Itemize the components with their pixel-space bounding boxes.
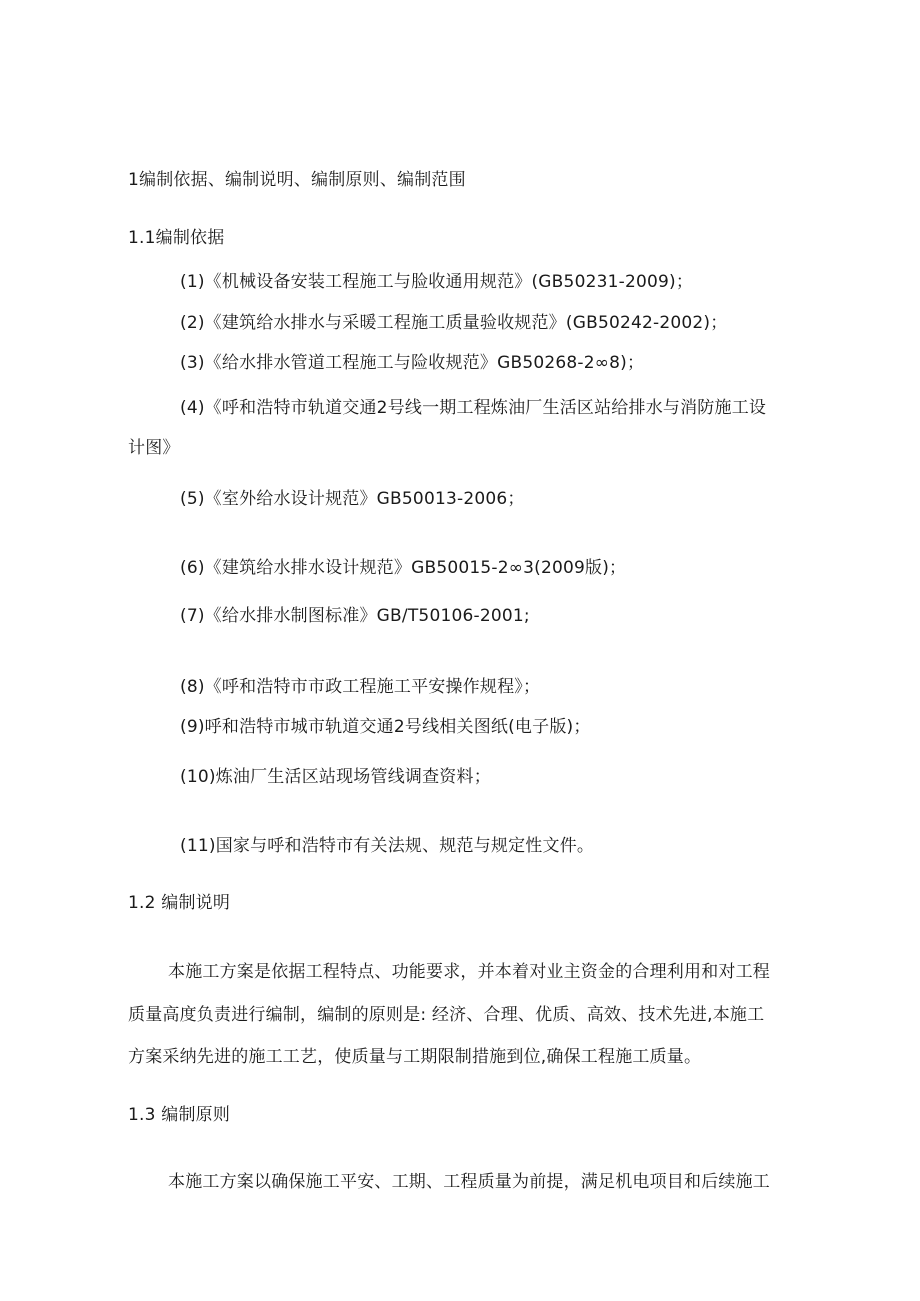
section-1-1-title: 1.1编制依据	[128, 228, 225, 248]
paragraph-line: 质量高度负责进行编制，编制的原则是: 经济、合理、优质、高效、技术先进,本施工	[128, 1005, 765, 1025]
list-item: (5)《室外给水设计规范》GB50013-2006；	[180, 489, 525, 509]
list-item-continuation: 计图》	[128, 438, 180, 458]
paragraph-line: 方案采纳先进的施工工艺，使质量与工期限制措施到位,确保工程施工质量。	[128, 1047, 702, 1067]
list-item: (11)国家与呼和浩特市有关法规、规范与规定性文件。	[180, 836, 595, 856]
list-item: (10)炼油厂生活区站现场管线调查资料；	[180, 767, 491, 787]
section-1-3-title: 1.3 编制原则	[128, 1105, 231, 1125]
list-item: (8)《呼和浩特市市政工程施工平安操作规程》；	[180, 677, 541, 697]
list-item: (2)《建筑给水排水与采暖工程施工质量验收规范》(GB50242-2002)；	[180, 313, 728, 333]
list-item: (9)呼和浩特市城市轨道交通2号线相关图纸(电子版)；	[180, 717, 591, 737]
list-item: (7)《给水排水制图标准》GB/T50106-2001;	[180, 606, 530, 626]
paragraph-line: 本施工方案是依据工程特点、功能要求，并本着对业主资金的合理利用和对工程	[168, 962, 770, 982]
list-item: (6)《建筑给水排水设计规范》GB50015-2∞3(2009版)；	[180, 558, 627, 578]
list-item: (3)《给水排水管道工程施工与险收规范》GB50268-2∞8)；	[180, 353, 645, 373]
section-1-2-title: 1.2 编制说明	[128, 893, 231, 913]
heading-1: 1编制依据、编制说明、编制原则、编制范围	[128, 170, 466, 190]
list-item: (1)《机械设备安装工程施工与脸收通用规范》(GB50231-2009)；	[180, 272, 694, 292]
list-item: (4)《呼和浩特市轨道交通2号线一期工程炼油厂生活区站给排水与消防施工设	[180, 398, 767, 418]
paragraph-line: 本施工方案以确保施工平安、工期、工程质量为前提，满足机电项目和后续施工	[168, 1172, 770, 1192]
